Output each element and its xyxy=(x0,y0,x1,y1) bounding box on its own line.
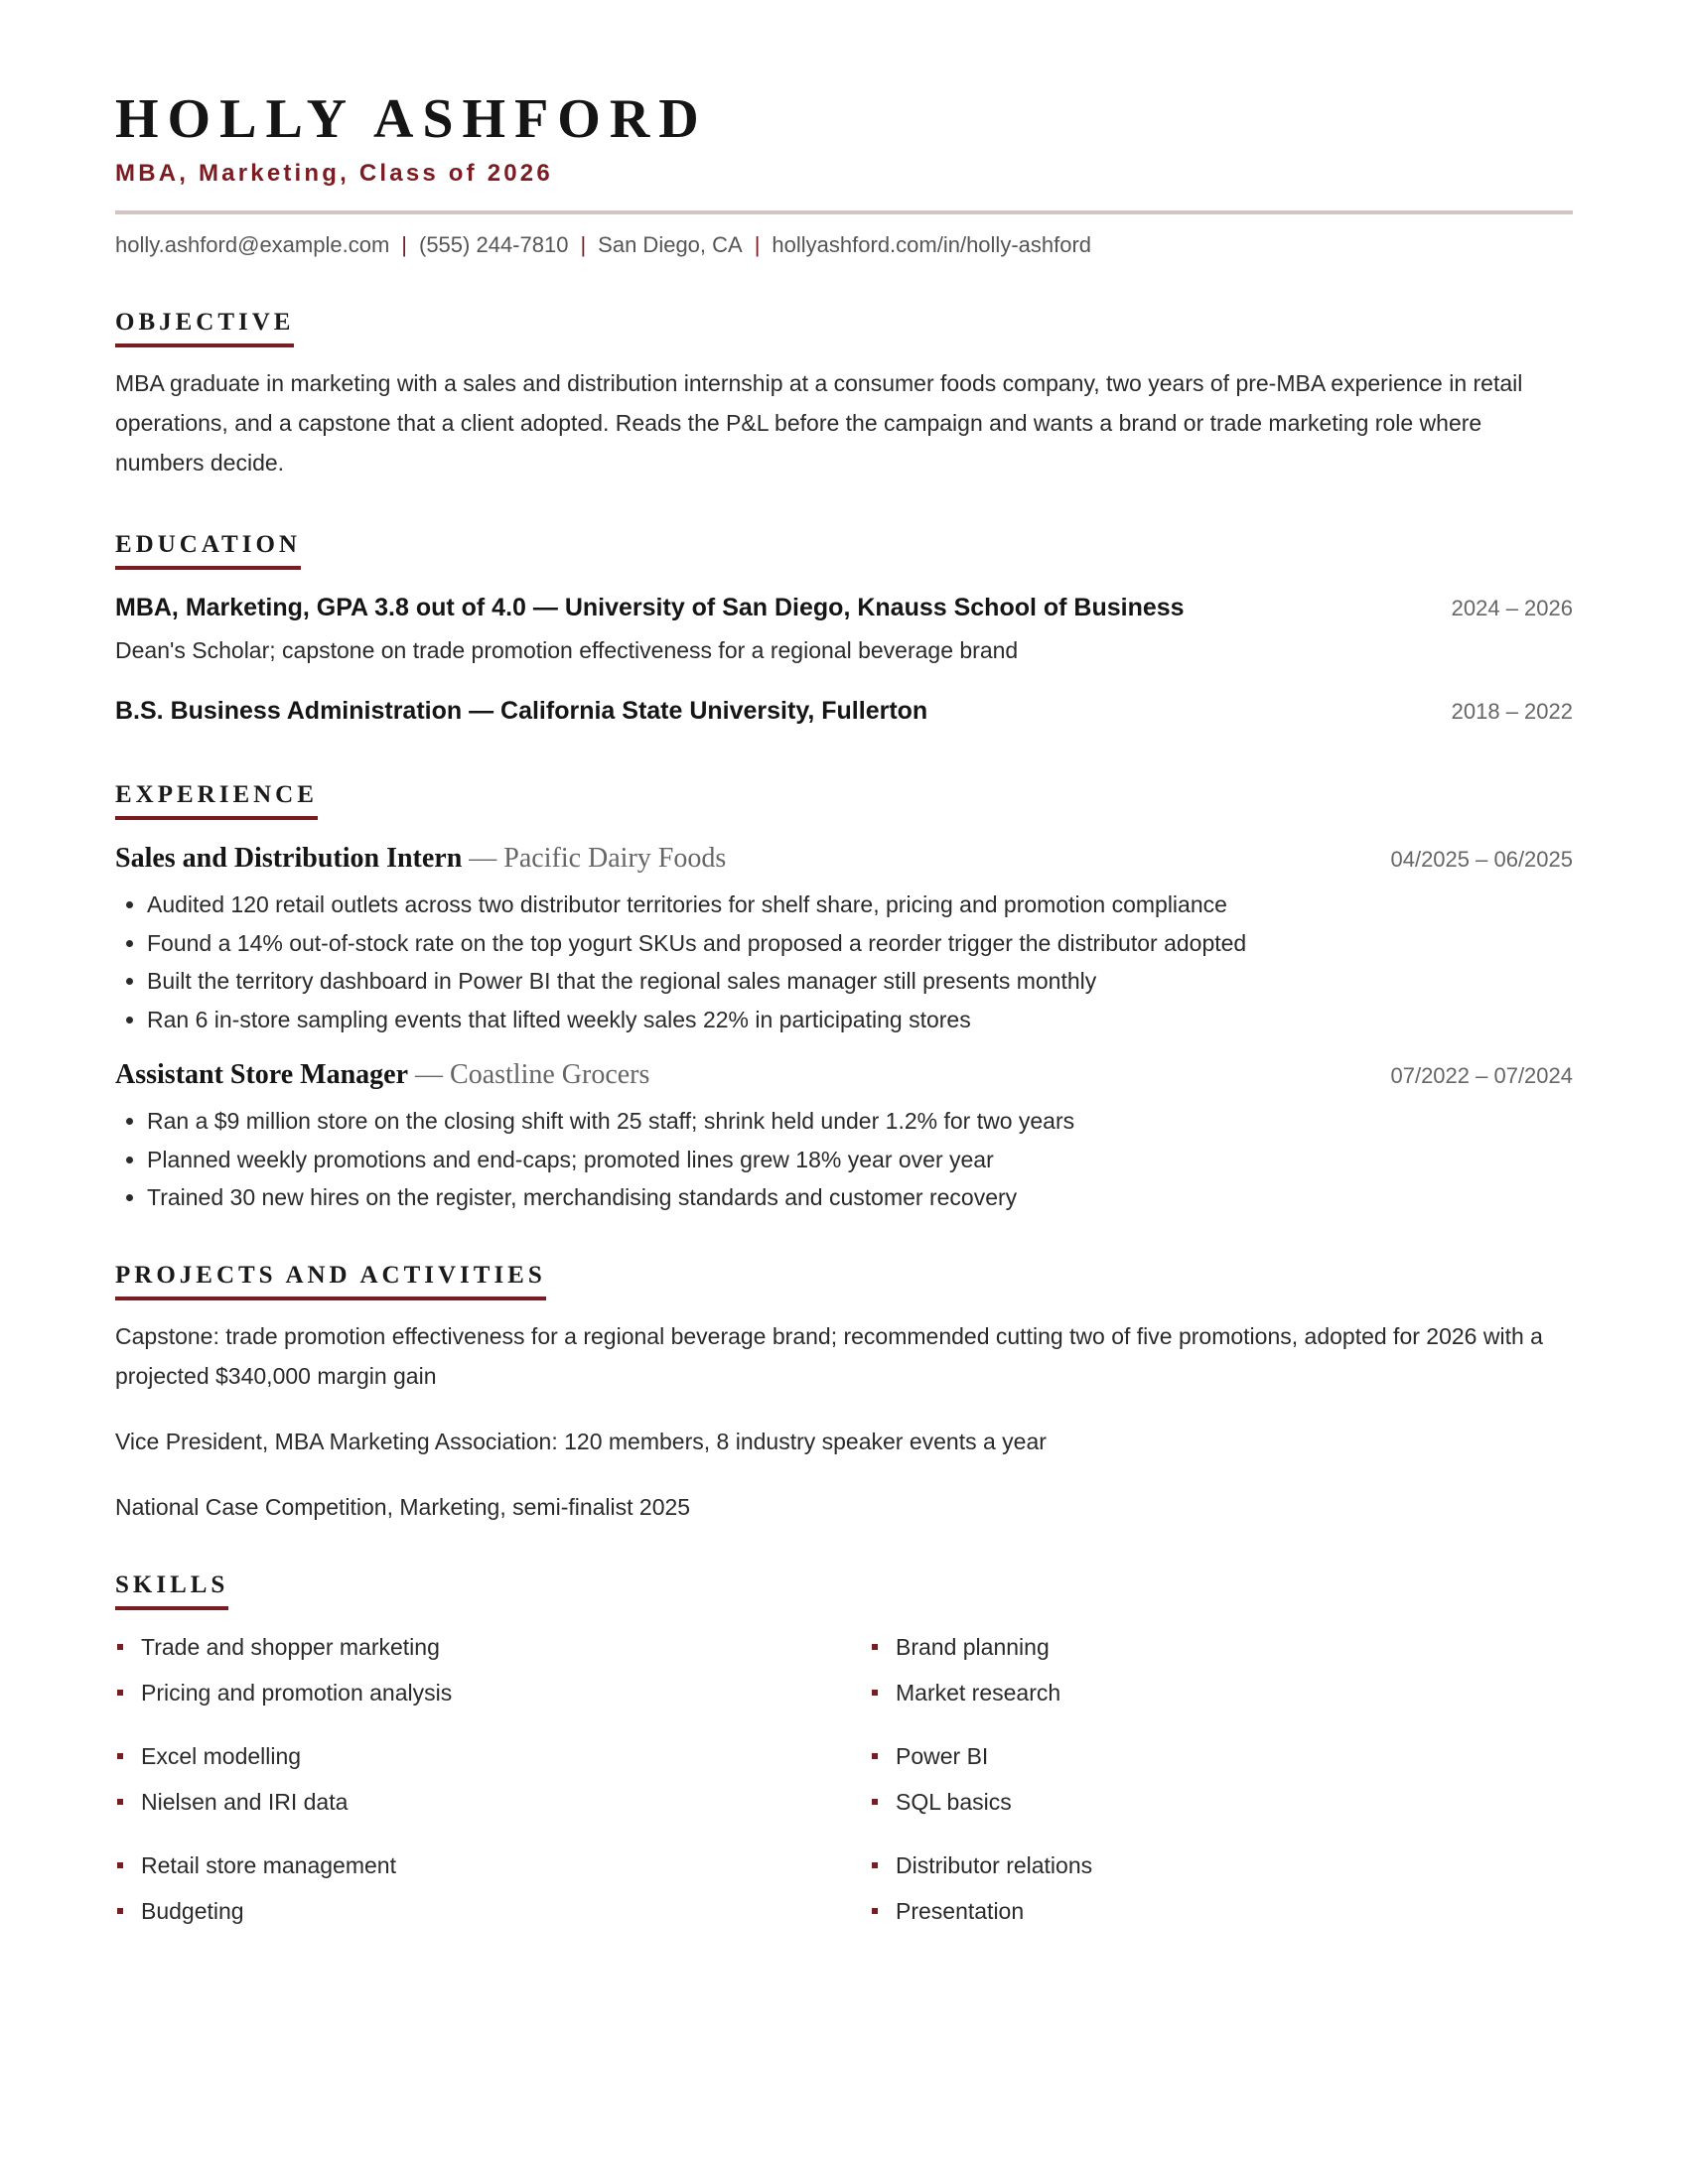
skill-item: SQL basics xyxy=(870,1779,1573,1825)
education-dates: 2018 – 2022 xyxy=(1451,699,1573,724)
contact-location: San Diego, CA xyxy=(598,232,743,257)
objective-section xyxy=(115,308,1573,482)
skill-item: Excel modelling xyxy=(115,1733,870,1779)
education-title: MBA, Marketing, GPA 3.8 out of 4.0 — University of San Diego, Knauss School of Business xyxy=(115,594,1185,621)
job-bullet: • Found a 14% out-of-stock rate on the top yogurt SKUs and proposed a reorder trigger the distributor adopted xyxy=(147,924,1573,963)
skill-item: Budgeting xyxy=(115,1888,870,1934)
candidate-tagline: MBA, Marketing, Class of 2026 xyxy=(115,160,553,187)
job-dates: 07/2022 – 07/2024 xyxy=(1390,1063,1573,1088)
section-title-experience: EXPERIENCE xyxy=(115,780,318,820)
job-header xyxy=(115,842,1573,876)
section-title-education: EDUCATION xyxy=(115,530,301,570)
skill-item: Trade and shopper marketing xyxy=(115,1624,870,1670)
project-item: Capstone: trade promotion effectiveness for a regional beverage brand; recommended cutting two of five promotions, adopted for 2026 with a projected $340,000 margin gain xyxy=(115,1322,1543,1389)
job-bullet: • Ran 6 in-store sampling events that lifted weekly sales 22% in participating stores xyxy=(147,1001,1573,1039)
project-item: Vice President, MBA Marketing Association: 120 members, 8 industry speaker events a year xyxy=(115,1428,1047,1454)
education-entry xyxy=(115,695,1573,727)
skill-group xyxy=(115,1733,870,1825)
contact-email[interactable]: holly.ashford@example.com xyxy=(115,232,390,257)
contact-website[interactable]: hollyashford.com/in/holly-ashford xyxy=(772,232,1092,257)
skill-item: Presentation xyxy=(870,1888,1573,1934)
job-role: Sales and Distribution Intern xyxy=(115,843,463,874)
skills-grid xyxy=(115,1624,1573,1952)
education-entry xyxy=(115,592,1573,623)
skill-item: Nielsen and IRI data xyxy=(115,1779,870,1825)
job-header xyxy=(115,1058,1573,1092)
skill-item: Brand planning xyxy=(870,1624,1573,1670)
job-bullets xyxy=(115,886,1573,1038)
candidate-name: HOLLY ASHFORD xyxy=(115,88,708,150)
contact-line xyxy=(115,230,1573,260)
job-heading xyxy=(115,1058,649,1092)
objective-text: MBA graduate in marketing with a sales and distribution internship at a consumer foods company, two years of pre-MBA experience in retail operations, and a capstone that a client adopted. Reads the P&L before the campaign and wants a brand or trade marketing role where numbers decide. xyxy=(115,370,1523,476)
job-bullet: • Built the territory dashboard in Power BI that the regional sales manager still presents monthly xyxy=(147,962,1573,1001)
skill-item: Market research xyxy=(870,1670,1573,1715)
job-bullet: • Audited 120 retail outlets across two distributor territories for shelf share, pricing and promotion compliance xyxy=(147,886,1573,924)
contact-separator: | xyxy=(401,232,407,257)
skill-item: Retail store management xyxy=(115,1843,870,1888)
job-heading xyxy=(115,842,726,876)
skills-section xyxy=(115,1570,1573,1952)
contact-separator: | xyxy=(580,232,587,257)
project-item: National Case Competition, Marketing, semi-finalist 2025 xyxy=(115,1493,691,1520)
job-role: Assistant Store Manager xyxy=(115,1059,409,1090)
job-company: — Pacific Dairy Foods xyxy=(462,843,727,874)
job-company: — Coastline Grocers xyxy=(408,1059,650,1090)
skill-group xyxy=(870,1843,1573,1934)
section-title-objective: OBJECTIVE xyxy=(115,308,294,347)
header-divider xyxy=(115,210,1573,214)
section-title-skills: SKILLS xyxy=(115,1570,228,1610)
contact-separator: | xyxy=(754,232,761,257)
education-dates: 2024 – 2026 xyxy=(1451,596,1573,620)
contact-phone[interactable]: (555) 244-7810 xyxy=(419,232,569,257)
skills-column-left xyxy=(115,1624,870,1952)
skill-group xyxy=(870,1624,1573,1715)
education-detail: Dean's Scholar; capstone on trade promotion effectiveness for a regional beverage brand xyxy=(115,637,1019,663)
projects-section xyxy=(115,1261,1573,1527)
job-dates: 04/2025 – 06/2025 xyxy=(1390,847,1573,872)
job-bullets xyxy=(115,1102,1573,1217)
section-title-projects: PROJECTS AND ACTIVITIES xyxy=(115,1261,546,1300)
job-bullet: • Ran a $9 million store on the closing shift with 25 staff; shrink held under 1.2% for two years xyxy=(147,1102,1573,1141)
skill-item: Pricing and promotion analysis xyxy=(115,1670,870,1715)
skill-item: Power BI xyxy=(870,1733,1573,1779)
skills-column-right xyxy=(870,1624,1573,1952)
education-section xyxy=(115,530,1573,727)
job-bullet: • Planned weekly promotions and end-caps; promoted lines grew 18% year over year xyxy=(147,1141,1573,1179)
education-title: B.S. Business Administration — California State University, Fullerton xyxy=(115,697,928,725)
skill-group xyxy=(870,1733,1573,1825)
skill-item: Distributor relations xyxy=(870,1843,1573,1888)
skill-group xyxy=(115,1624,870,1715)
experience-section xyxy=(115,780,1573,1217)
skill-group xyxy=(115,1843,870,1934)
job-bullet: • Trained 30 new hires on the register, merchandising standards and customer recovery xyxy=(147,1178,1573,1217)
